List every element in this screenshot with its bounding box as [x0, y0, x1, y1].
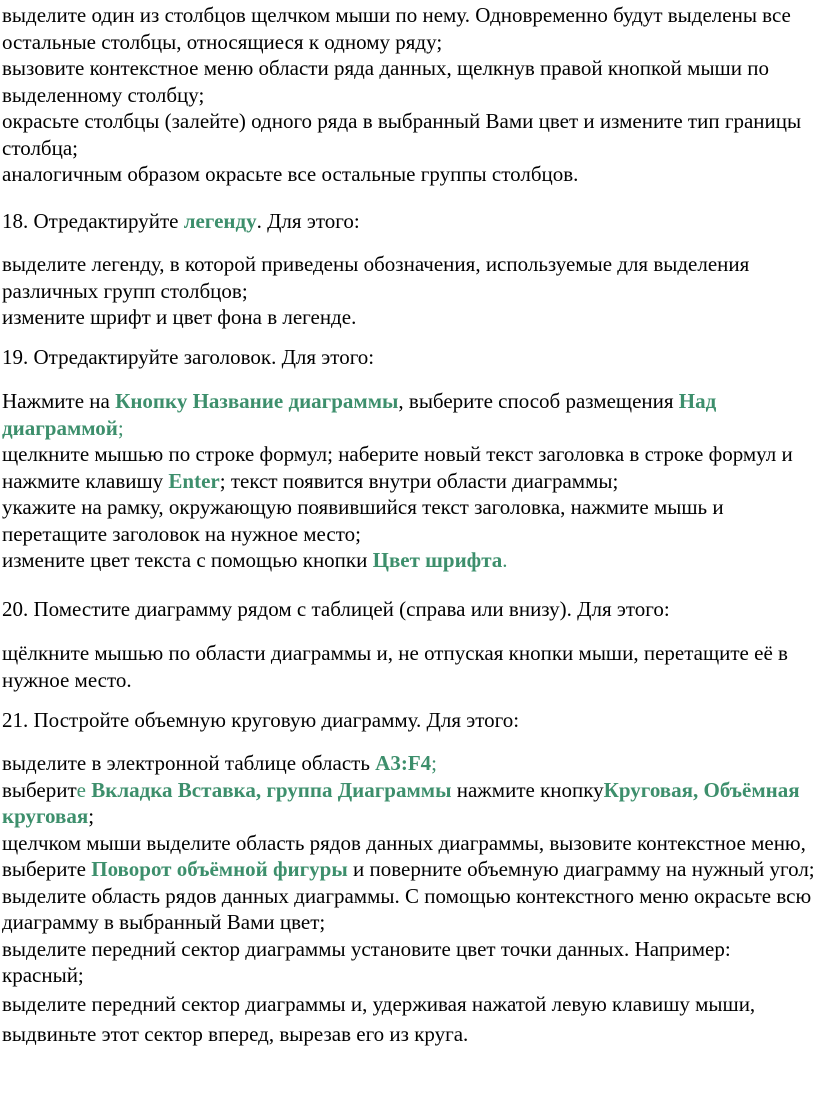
section-21-steps: [0, 750, 816, 1049]
keyword-title-button: Кнопку Название диаграммы: [115, 389, 399, 413]
keyword-pie-3d: Круговая, Объёмная круговая: [2, 777, 800, 828]
heading-18: 18. Отредактируйте легенду. Для этого:: [2, 209, 360, 233]
step-select-legend: выделите легенду, в которой приведены обозначения, используемые для выделения различных групп столбцов;: [2, 252, 750, 303]
keyword-insert-tab: Вкладка Вставка, группа Диаграммы: [91, 777, 452, 802]
heading-20: 20. Поместите диаграмму рядом с таблицей (справа или внизу). Для этого:: [2, 597, 670, 621]
step-select-column: выделите один из столбцов щелчком мыши по нему. Одновременно будут выделены все остальные столбцы, относящиеся к одному ряду;: [2, 3, 791, 54]
keyword-legend: легенду: [183, 209, 257, 233]
step-explode-sector: выделите передний сектор диаграммы и, удерживая нажатой левую клавишу мыши, выдвиньте этот сектор вперед, вырезав его из круга.: [2, 991, 756, 1046]
keyword-font-color: Цвет шрифта: [372, 548, 503, 572]
step-title-button: Нажмите на Кнопку Название диаграммы, выберите способ размещения Над диаграммой;: [2, 389, 717, 440]
step-rotate-3d: щелчком мыши выделите область рядов данных диаграммы, вызовите контекстное меню, выберите Поворот объёмной фигуры и поверните объемную диаграмму на нужный угол;: [2, 830, 815, 881]
step-color-point: выделите передний сектор диаграммы установите цвет точки данных. Например: красный;: [2, 936, 731, 987]
step-font-color: измените цвет текста с помощью кнопки Цвет шрифта.: [2, 548, 508, 572]
section-18-steps: [0, 251, 816, 331]
section-20-steps: [0, 640, 816, 693]
section-17-steps: [0, 2, 816, 188]
heading-21: 21. Постройте объемную круговую диаграмму. Для этого:: [2, 708, 520, 732]
step-drag-title: укажите на рамку, окружающую появившийся текст заголовка, нажмите мышь и перетащите заголовок на нужное место;: [2, 495, 724, 546]
step-color-others: аналогичным образом окрасьте все остальные группы столбцов.: [2, 162, 579, 186]
keyword-above-chart: Над диаграммой: [2, 389, 717, 440]
step-insert-pie: выберите Вкладка Вставка, группа Диаграммы нажмите кнопкуКруговая, Объёмная круговая;: [2, 777, 800, 828]
step-color-chart: выделите область рядов данных диаграммы. С помощью контекстного меню окрасьте всю диаграмму в выбранный Вами цвет;: [2, 883, 812, 934]
step-fill-columns: окрасьте столбцы (залейте) одного ряда в выбранный Вами цвет и измените тип границы столбца;: [2, 109, 802, 160]
heading-19: 19. Отредактируйте заголовок. Для этого:: [2, 345, 375, 369]
step-move-chart: щёлкните мышью по области диаграммы и, не отпуская кнопки мыши, перетащите её в нужное место.: [2, 641, 788, 692]
step-context-menu: вызовите контекстное меню области ряда данных, щелкнув правой кнопкой мыши по выделенному столбцу;: [2, 56, 769, 107]
keyword-rotate-3d: Поворот объёмной фигуры: [91, 857, 348, 881]
keyword-enter: Enter: [168, 468, 220, 493]
keyword-range: А3:F4: [375, 751, 432, 775]
section-19-steps: [0, 388, 816, 574]
step-change-font: измените шрифт и цвет фона в легенде.: [2, 305, 357, 329]
step-formula-bar: щелкните мышью по строке формул; наберите новый текст заголовка в строке формул и нажмите клавишу Enter; текст появится внутри области диаграммы;: [2, 442, 793, 493]
step-select-range: выделите в электронной таблице область А3:F4;: [2, 751, 437, 775]
